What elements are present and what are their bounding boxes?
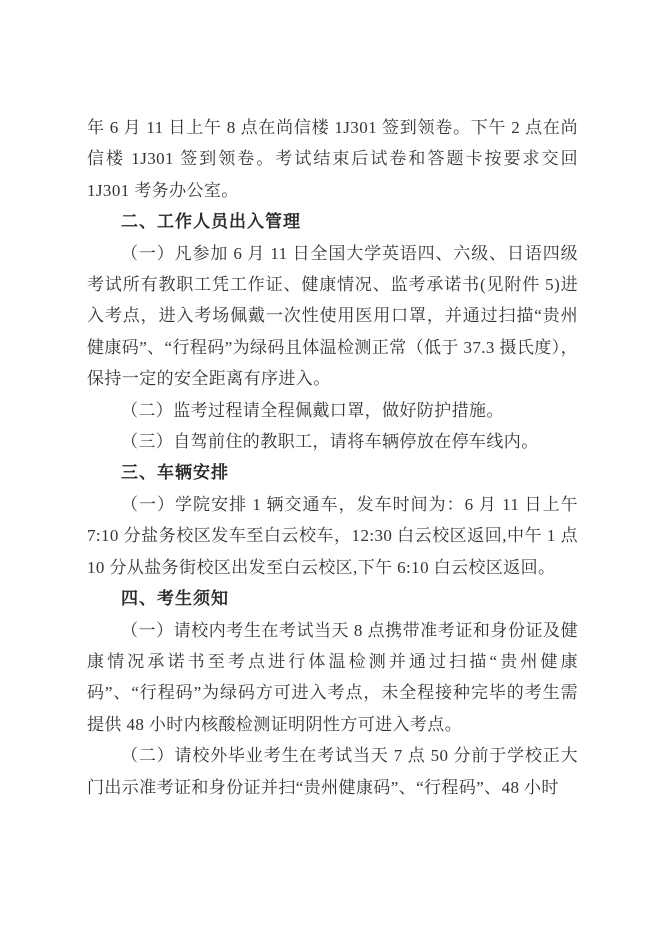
paragraph-staff-entry-rules: （一）凡参加 6 月 11 日全国大学英语四、六级、日语四级考试所有教职工凭工作证、健康情况、监考承诺书(见附件 5)进入考点，进入考场佩戴一次性使用医用口罩，并通过扫描“贵州健康码”、“行程码”为绿码且体温检测正常（低于 37.3 摄氏度），保持一定的安全距离有序进入。 (87, 243, 578, 389)
paragraph-mask-requirement: （二）监考过程请全程佩戴口罩，做好防护措施。 (121, 400, 504, 420)
paragraph-continuation: 年 6 月 11 日上午 8 点在尚信楼 1J301 签到领卷。下午 2 点在尚信楼 1J301 签到领卷。考试结束后试卷和答题卡按要求交回 1J301 考务办公室。 (87, 118, 578, 200)
paragraph-parking-rule: （三）自驾前住的教职工，请将车辆停放在停车线内。 (121, 432, 539, 452)
paragraph-off-campus-candidates: （二）请校外毕业考生在考试当天 7 点 50 分前于学校正大门出示准考证和身份证并扫“贵州健康码”、“行程码”、48 小时 (87, 746, 578, 797)
section-heading-staff-access-management: 二、工作人员出入管理 (121, 212, 301, 232)
section-heading-candidate-notes: 四、考生须知 (121, 589, 229, 609)
document-text-block (87, 112, 578, 803)
paragraph-on-campus-candidates: （一）请校内考生在考试当天 8 点携带准考证和身份证及健康情况承诺书至考点进行体温检测并通过扫描“贵州健康码”、“行程码”为绿码方可进入考点，未全程接种完毕的考生需提供 48 小时内核酸检测证明阴性方可进入考点。 (87, 620, 578, 734)
section-heading-vehicle-arrangement: 三、车辆安排 (121, 463, 229, 483)
paragraph-shuttle-schedule: （一）学院安排 1 辆交通车，发车时间为：6 月 11 日上午 7:10 分盐务校区发车至白云校车，12:30 白云校区返回,中午 1 点 10 分从盐务街校区出发至白云校区,下午 6:10 白云校区返回。 (87, 494, 578, 577)
